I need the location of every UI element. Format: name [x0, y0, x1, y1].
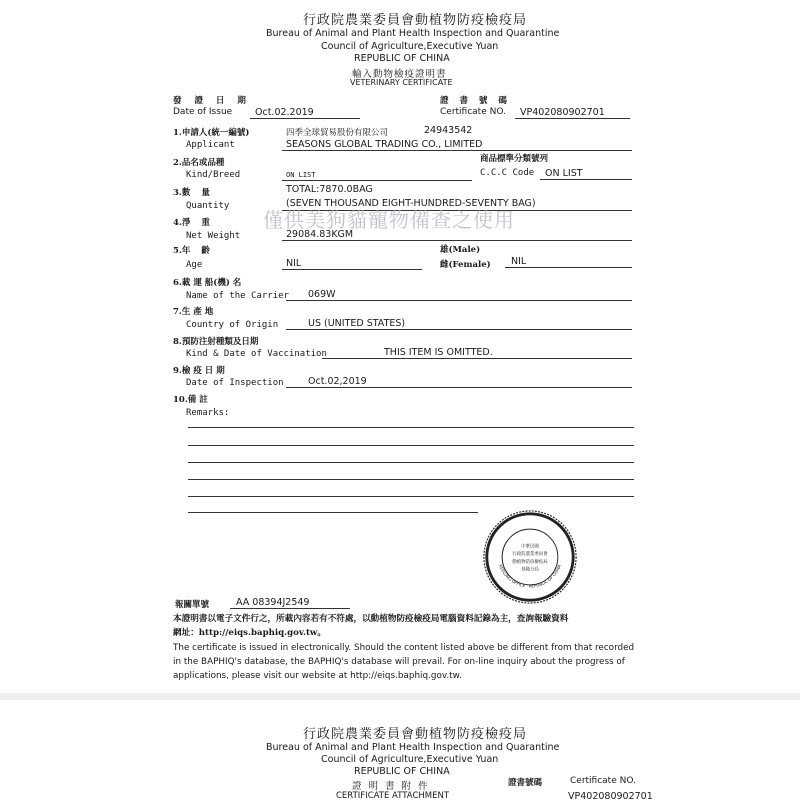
ccc-label: C.C.C Code	[480, 168, 535, 178]
page-gap	[0, 693, 800, 700]
seal-ring-top: ANIMAL AND PLANT HEALTH INSPECTION AND	[491, 518, 569, 558]
quantity-words: (SEVEN THOUSAND EIGHT-HUNDRED-SEVENTY BAG)	[286, 198, 536, 209]
remarks-line	[188, 512, 478, 513]
carrier-underline	[286, 300, 632, 301]
weight-label: Net Weight	[186, 231, 241, 241]
age-value: NIL	[286, 258, 302, 269]
seal-line: 基隆分局	[521, 567, 539, 573]
issue-date-underline	[250, 118, 360, 119]
official-seal	[482, 509, 578, 605]
inspection-value: Oct.02,2019	[308, 376, 367, 387]
vaccination-label-cn: 8.預防注射種類及日期	[173, 337, 259, 347]
note-en-line1: The certificate is issued in electronically. Should the content listed above be different from that recorded	[173, 643, 635, 653]
cert-no-underline	[515, 118, 630, 119]
watermark-text: 僅供美狗貓寵物備查之使用	[263, 208, 515, 232]
declaration-label-cn: 報關單號	[175, 600, 210, 610]
origin-label-cn: 7.生 產 地	[173, 307, 214, 317]
sex-underline	[505, 267, 632, 268]
ccc-label-cn: 商品標準分類號列	[480, 154, 549, 164]
note-cn-line2: 網址：http://eiqs.baphiq.gov.tw。	[173, 628, 326, 638]
origin-underline	[286, 329, 632, 330]
applicant-label: Applicant	[186, 140, 235, 150]
ccc-value: ON LIST	[545, 168, 583, 179]
page2-attachment-en: CERTIFICATE ATTACHMENT	[336, 791, 450, 801]
page2-council-name: Council of Agriculture,Executive Yuan	[321, 754, 499, 765]
country-name: REPUBLIC OF CHINA	[354, 53, 450, 64]
applicant-name-cn: 四季全球貿易股份有限公司	[286, 128, 389, 138]
seal-ring-bottom: KEELUNG OFFICE · REPUBLIC OF CHINA	[498, 563, 562, 589]
origin-value: US (UNITED STATES)	[308, 318, 406, 329]
remarks-line	[188, 445, 634, 446]
carrier-value: 069W	[308, 289, 336, 300]
remarks-line	[188, 479, 634, 480]
weight-value: 29084.83KGM	[286, 229, 354, 240]
issue-date-label: Date of Issue	[173, 107, 233, 117]
page2-bureau-title-en: Bureau of Animal and Plant Health Inspection and Quarantine	[266, 742, 560, 753]
bureau-title-en: Bureau of Animal and Plant Health Inspection and Quarantine	[266, 28, 560, 39]
cert-title-en: VETERINARY CERTIFICATE	[350, 78, 453, 87]
vaccination-underline	[322, 358, 632, 359]
age-label-cn: 5.年 齡	[173, 246, 210, 256]
remarks-line	[188, 462, 634, 463]
page2-bureau-title-cn: 行政院農業委員會動植物防疫檢疫局	[303, 727, 528, 742]
cert-title-cn: 輸入動物檢疫證明書	[352, 69, 447, 80]
kind-value: ON LIST	[286, 171, 316, 179]
issue-date-label-cn: 發 證 日 期	[173, 96, 251, 106]
quantity-label: Quantity	[186, 201, 230, 211]
age-underline	[282, 269, 422, 270]
remarks-line	[188, 496, 634, 497]
seal-line: 行政院農業委員會	[512, 552, 548, 558]
page2-cert-no-label-cn: 證書號碼	[508, 778, 543, 788]
kind-underline	[282, 180, 472, 181]
remarks-label: Remarks:	[186, 408, 230, 418]
inspection-underline	[286, 387, 632, 388]
issue-date-value: Oct.02.2019	[255, 107, 314, 118]
origin-label: Country of Origin	[186, 320, 279, 330]
weight-label-cn: 4.淨 重	[173, 218, 210, 228]
male-label: 雄(Male)	[440, 245, 481, 255]
remarks-label-cn: 10.備 註	[173, 395, 208, 405]
kind-label: Kind/Breed	[186, 170, 241, 180]
age-label: Age	[186, 260, 203, 270]
vaccination-value: THIS ITEM IS OMITTED.	[384, 347, 493, 358]
applicant-id: 24943542	[424, 125, 473, 136]
weight-underline	[282, 240, 632, 241]
cert-no-label: Certificate NO.	[440, 107, 506, 117]
quantity-total: TOTAL:7870.0BAG	[286, 184, 373, 195]
inspection-label-cn: 9.檢 疫 日 期	[173, 366, 225, 376]
carrier-label-cn: 6.載 運 船(機) 名	[173, 278, 242, 288]
declaration-underline	[230, 608, 350, 609]
carrier-label: Name of the Carrier	[186, 291, 289, 301]
inspection-label: Date of Inspection	[186, 378, 284, 388]
council-name: Council of Agriculture,Executive Yuan	[321, 41, 499, 52]
kind-label-cn: 2.品名或品種	[173, 158, 225, 168]
note-en-line2: in the BAPHIQ's database, the BAPHIQ's database will prevail. For on-line inquiry about the progress of	[173, 657, 625, 667]
female-label: 雌(Female)	[440, 260, 491, 270]
cert-no-label-cn: 證 書 號 碼	[440, 96, 511, 106]
remarks-line	[188, 427, 634, 428]
page2-cert-no-label: Certificate NO.	[570, 776, 636, 786]
page2-attachment-cn: 證 明 書 附 件	[352, 781, 430, 792]
vaccination-label: Kind & Date of Vaccination	[186, 349, 327, 359]
note-en-line3: applications, please visit our website at http://eiqs.baphiq.gov.tw.	[173, 671, 462, 681]
note-cn-line1: 本證明書以電子文件行之，所載內容若有不符處，以動植物防疫檢疫局電腦資料記錄為主，查詢報驗資料	[173, 614, 569, 624]
seal-line: 動植物防疫檢疫局	[512, 559, 548, 565]
applicant-underline	[282, 150, 632, 151]
page2-country-name: REPUBLIC OF CHINA	[354, 766, 450, 777]
applicant-label-cn: 1.申請人(統一編號)	[173, 128, 250, 138]
applicant-name-en: SEASONS GLOBAL TRADING CO., LIMITED	[286, 139, 483, 150]
quantity-label-cn: 3.數 量	[173, 188, 210, 198]
page2-cert-no-value: VP402080902701	[568, 791, 653, 802]
sex-value: NIL	[511, 256, 527, 267]
seal-line: 中華民國	[521, 544, 539, 550]
ccc-underline	[540, 179, 632, 180]
cert-no-value: VP402080902701	[520, 107, 605, 118]
bureau-title-cn: 行政院農業委員會動植物防疫檢疫局	[303, 13, 528, 28]
declaration-value: AA 08394J2549	[236, 597, 310, 608]
